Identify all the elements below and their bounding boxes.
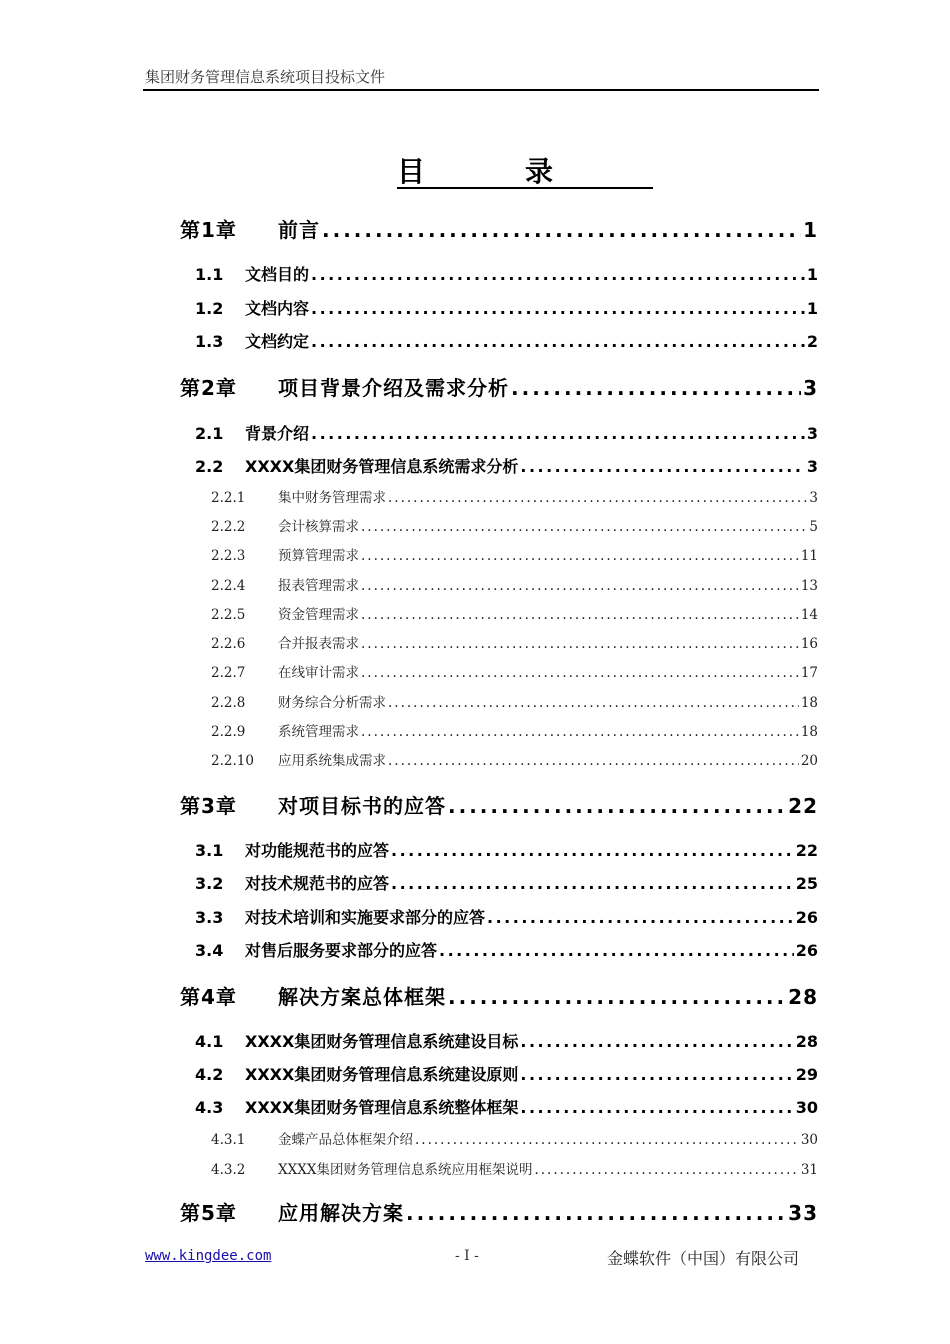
toc-entry-title: 会计核算需求 bbox=[278, 519, 359, 535]
toc-entry-title: 文档目的 bbox=[245, 265, 310, 284]
toc-entry[interactable] bbox=[180, 372, 818, 401]
toc-entry-title: 解决方案总体框架 bbox=[278, 985, 446, 1009]
toc-entry-number: 第3章 bbox=[180, 794, 237, 818]
toc-entry-title: 对技术培训和实施要求部分的应答 bbox=[245, 908, 486, 927]
toc-entry-number: 2.2.6 bbox=[211, 636, 246, 652]
toc-entry-page: 22 bbox=[795, 841, 818, 860]
toc-entry-number: 4.3.2 bbox=[211, 1162, 246, 1178]
toc-entry[interactable] bbox=[195, 1029, 818, 1052]
toc-leader-dots bbox=[361, 607, 799, 623]
toc-title-wrap bbox=[0, 150, 950, 190]
toc-leader-dots bbox=[406, 1201, 786, 1225]
toc-entry[interactable] bbox=[195, 938, 818, 961]
toc-entry-number: 3.2 bbox=[195, 874, 224, 893]
toc-leader-dots bbox=[534, 1162, 798, 1178]
toc-entry-title: 资金管理需求 bbox=[278, 607, 359, 623]
toc-entry-title: 对项目标书的应答 bbox=[278, 794, 446, 818]
toc-entry-number: 4.1 bbox=[195, 1032, 224, 1051]
running-header: 集团财务管理信息系统项目投标文件 bbox=[145, 68, 386, 86]
toc-entry-number: 第5章 bbox=[180, 1201, 237, 1225]
toc-entry[interactable] bbox=[180, 790, 818, 819]
toc-entry-title: 对技术规范书的应答 bbox=[245, 874, 390, 893]
toc-entry-title: 在线审计需求 bbox=[278, 665, 359, 681]
toc-entry[interactable] bbox=[195, 454, 818, 477]
toc-entry-title: 文档约定 bbox=[245, 332, 310, 351]
toc-leader-dots bbox=[311, 265, 805, 284]
toc-entry-title: XXXX集团财务管理信息系统建设原则 bbox=[245, 1065, 519, 1084]
toc-entry-number: 1.2 bbox=[195, 299, 224, 318]
toc-entry[interactable] bbox=[211, 515, 818, 535]
toc-entry[interactable] bbox=[195, 296, 818, 319]
toc-entry-page: 28 bbox=[795, 1032, 818, 1051]
toc-leader-dots bbox=[391, 874, 794, 893]
toc-entry-number: 2.2 bbox=[195, 457, 224, 476]
toc-entry-number: 第2章 bbox=[180, 376, 237, 400]
toc-entry[interactable] bbox=[195, 1062, 818, 1085]
toc-entry-number: 1.3 bbox=[195, 332, 224, 351]
toc-entry-title: 背景介绍 bbox=[245, 424, 310, 443]
toc-entry-page: 16 bbox=[800, 636, 818, 652]
toc-entry-title: 集中财务管理需求 bbox=[278, 490, 386, 506]
toc-leader-dots bbox=[361, 665, 799, 681]
toc-entry-number: 2.2.4 bbox=[211, 578, 246, 594]
toc-entry-page: 3 bbox=[806, 457, 818, 476]
toc-entry[interactable] bbox=[195, 262, 818, 285]
toc-entry-title: 对售后服务要求部分的应答 bbox=[245, 941, 438, 960]
toc-entry[interactable] bbox=[180, 981, 818, 1010]
toc-entry-number: 2.2.2 bbox=[211, 519, 246, 535]
toc-entry-page: 31 bbox=[800, 1162, 818, 1178]
toc-entry-number: 1.1 bbox=[195, 265, 224, 284]
toc-entry-page: 17 bbox=[800, 665, 818, 681]
toc-entry[interactable] bbox=[211, 661, 818, 681]
toc-entry-page: 28 bbox=[788, 985, 818, 1009]
toc-entry-title: 金蝶产品总体框架介绍 bbox=[278, 1132, 413, 1148]
toc-entry[interactable] bbox=[195, 421, 818, 444]
toc-entry[interactable] bbox=[211, 632, 818, 652]
toc-entry-page: 14 bbox=[800, 607, 818, 623]
toc-entry[interactable] bbox=[211, 544, 818, 564]
toc-entry-page: 13 bbox=[800, 578, 818, 594]
toc-entry-number: 2.2.10 bbox=[211, 753, 254, 769]
toc-entry-number: 4.3 bbox=[195, 1098, 224, 1117]
toc-entry[interactable] bbox=[195, 838, 818, 861]
toc-entry-title: 前言 bbox=[278, 218, 320, 242]
toc-entry-number: 3.3 bbox=[195, 908, 224, 927]
toc-entry-title: 财务综合分析需求 bbox=[278, 695, 386, 711]
toc-entry-page: 22 bbox=[788, 794, 818, 818]
toc-entry[interactable] bbox=[211, 603, 818, 623]
website-link[interactable]: www.kingdee.com bbox=[145, 1248, 272, 1264]
toc-entry-title: 系统管理需求 bbox=[278, 724, 359, 740]
toc-entry-title: 文档内容 bbox=[245, 299, 310, 318]
toc-entry-title: XXXX集团财务管理信息系统需求分析 bbox=[245, 457, 519, 476]
toc-entry-page: 3 bbox=[809, 490, 818, 506]
toc-leader-dots bbox=[388, 695, 799, 711]
toc-entry-page: 11 bbox=[800, 548, 818, 564]
toc-entry[interactable] bbox=[180, 1197, 818, 1226]
toc-entry-number: 3.4 bbox=[195, 941, 224, 960]
toc-entry-title: 合并报表需求 bbox=[278, 636, 359, 652]
toc-entry-title: 应用解决方案 bbox=[278, 1201, 404, 1225]
toc-entry-number: 2.2.1 bbox=[211, 490, 246, 506]
toc-entry-number: 2.2.5 bbox=[211, 607, 246, 623]
toc-entry-title: 项目背景介绍及需求分析 bbox=[278, 376, 509, 400]
toc-leader-dots bbox=[415, 1132, 799, 1148]
toc-entry-page: 1 bbox=[806, 299, 818, 318]
toc-leader-dots bbox=[439, 941, 794, 960]
toc-entry-title: XXXX集团财务管理信息系统建设目标 bbox=[245, 1032, 519, 1051]
toc-entry[interactable] bbox=[195, 329, 818, 352]
toc-entry-title: XXXX集团财务管理信息系统整体框架 bbox=[245, 1098, 519, 1117]
toc-leader-dots bbox=[311, 299, 805, 318]
toc-leader-dots bbox=[361, 519, 807, 535]
toc-entry-page: 26 bbox=[795, 941, 818, 960]
toc-leader-dots bbox=[448, 794, 786, 818]
header-rule bbox=[143, 89, 819, 91]
toc-leader-dots bbox=[311, 332, 805, 351]
toc-entry-page: 1 bbox=[806, 265, 818, 284]
toc-entry-page: 2 bbox=[806, 332, 818, 351]
toc-entry-number: 第4章 bbox=[180, 985, 237, 1009]
toc-entry[interactable] bbox=[180, 214, 818, 243]
toc-leader-dots bbox=[361, 724, 799, 740]
toc-entry[interactable] bbox=[211, 1158, 818, 1178]
toc-entry-page: 33 bbox=[788, 1201, 818, 1225]
toc-entry-page: 26 bbox=[795, 908, 818, 927]
toc-leader-dots bbox=[448, 985, 786, 1009]
toc-entry-page: 3 bbox=[803, 376, 818, 400]
toc-entry-page: 30 bbox=[795, 1098, 818, 1117]
toc-leader-dots bbox=[361, 578, 799, 594]
toc-leader-dots bbox=[388, 753, 799, 769]
toc-entry-page: 3 bbox=[806, 424, 818, 443]
toc-entry-page: 18 bbox=[800, 724, 818, 740]
toc-entry-title: XXXX集团财务管理信息系统应用框架说明 bbox=[278, 1162, 533, 1178]
toc-entry[interactable] bbox=[211, 486, 818, 506]
toc-leader-dots bbox=[322, 218, 801, 242]
toc-entry[interactable] bbox=[211, 720, 818, 740]
toc-entry-page: 30 bbox=[800, 1132, 818, 1148]
toc-entry[interactable] bbox=[195, 905, 818, 928]
toc-leader-dots bbox=[361, 548, 799, 564]
toc-entry[interactable] bbox=[211, 574, 818, 594]
toc-entry-number: 2.2.8 bbox=[211, 695, 246, 711]
toc-leader-dots bbox=[511, 376, 801, 400]
toc-leader-dots bbox=[520, 1065, 793, 1084]
toc-leader-dots bbox=[311, 424, 805, 443]
toc-entry-number: 2.1 bbox=[195, 424, 224, 443]
toc-entry-number: 第1章 bbox=[180, 218, 237, 242]
toc-entry[interactable] bbox=[211, 691, 818, 711]
toc-entry[interactable] bbox=[211, 749, 818, 769]
toc-entry-page: 20 bbox=[800, 753, 818, 769]
toc-entry-number: 4.3.1 bbox=[211, 1132, 246, 1148]
toc-entry-page: 25 bbox=[795, 874, 818, 893]
toc-entry-title: 预算管理需求 bbox=[278, 548, 359, 564]
toc-leader-dots bbox=[361, 636, 799, 652]
toc-leader-dots bbox=[520, 1098, 793, 1117]
page-number: - I - bbox=[455, 1248, 479, 1264]
toc-entry-number: 2.2.3 bbox=[211, 548, 246, 564]
toc-entry[interactable] bbox=[195, 1095, 818, 1118]
toc-leader-dots bbox=[520, 1032, 793, 1051]
company-name: 金蝶软件（中国）有限公司 bbox=[607, 1249, 800, 1268]
toc-entry-number: 2.2.7 bbox=[211, 665, 246, 681]
toc-entry-number: 3.1 bbox=[195, 841, 224, 860]
toc-entry-number: 4.2 bbox=[195, 1065, 224, 1084]
toc-entry-number: 2.2.9 bbox=[211, 724, 246, 740]
toc-entry-page: 5 bbox=[809, 519, 818, 535]
toc-leader-dots bbox=[391, 841, 794, 860]
toc-entry[interactable] bbox=[211, 1128, 818, 1148]
toc-leader-dots bbox=[520, 457, 805, 476]
toc-entry[interactable] bbox=[195, 871, 818, 894]
toc-entry-page: 1 bbox=[803, 218, 818, 242]
toc-leader-dots bbox=[487, 908, 794, 927]
toc-entry-title: 报表管理需求 bbox=[278, 578, 359, 594]
toc-title: 目录 bbox=[396, 155, 653, 188]
toc-entry-page: 18 bbox=[800, 695, 818, 711]
toc-entry-title: 应用系统集成需求 bbox=[278, 753, 386, 769]
toc-entry-page: 29 bbox=[795, 1065, 818, 1084]
toc-entry-title: 对功能规范书的应答 bbox=[245, 841, 390, 860]
toc-leader-dots bbox=[388, 490, 807, 506]
